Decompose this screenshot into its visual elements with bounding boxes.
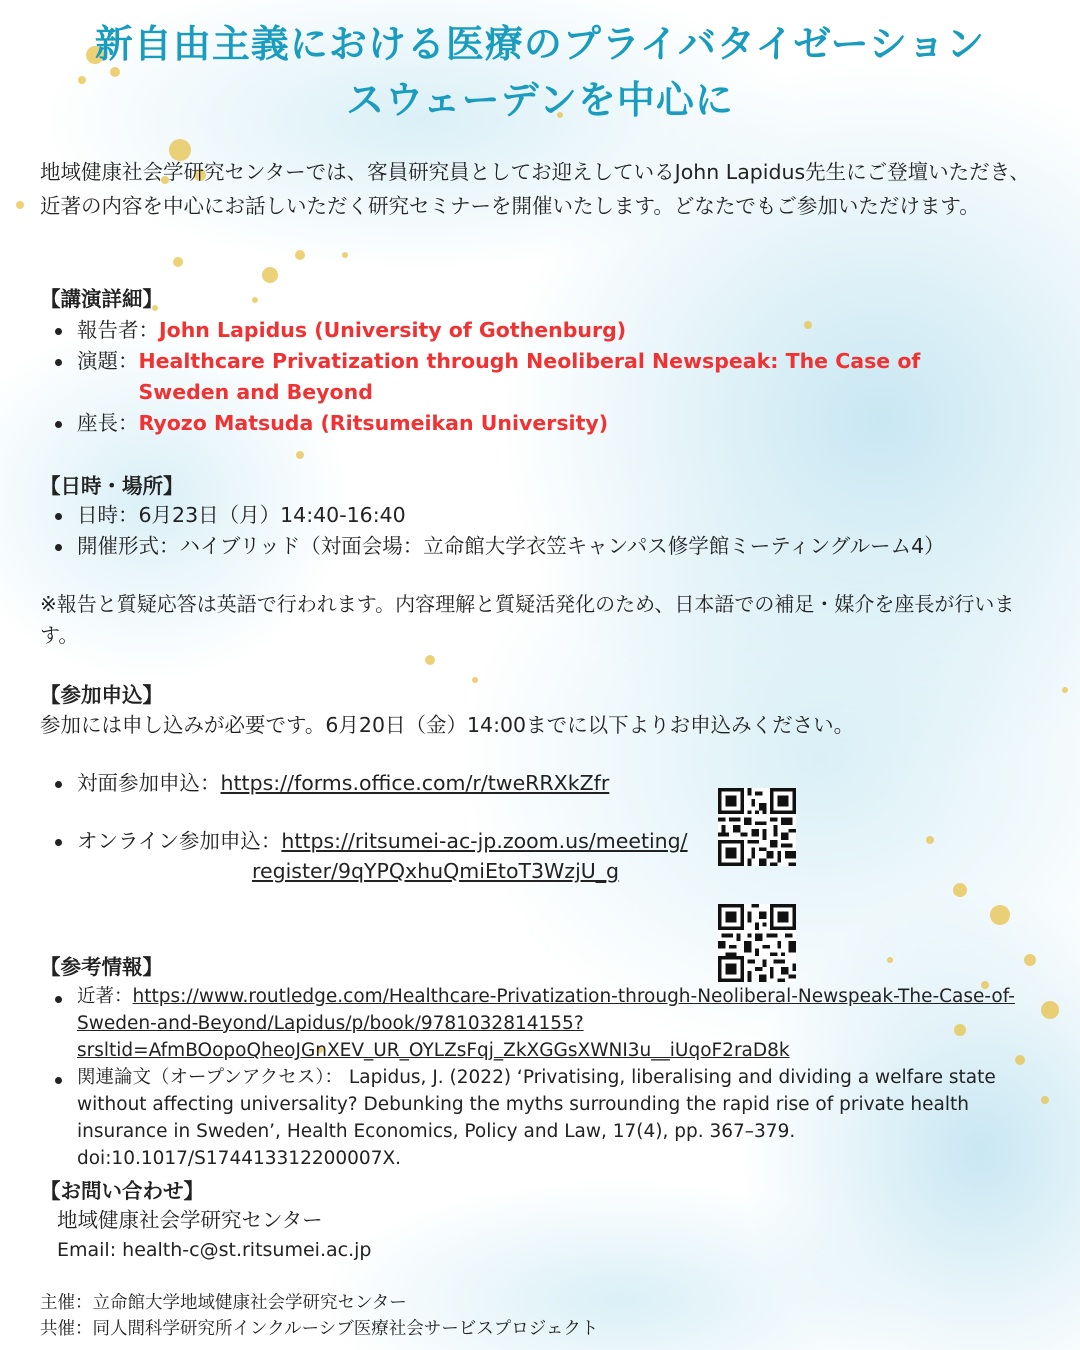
datetime-heading: 【日時・場所】 bbox=[40, 474, 184, 498]
book-label: 近著： bbox=[77, 986, 133, 1007]
intro-text: 地域健康社会学研究センターでは、客員研究員としてお迎えしているJohn Lapidus先生にご登壇いただき、近著の内容を中心にお話しいただく研究セミナーを開催いたします。どなたでもご参加いただけます。 bbox=[40, 160, 1030, 218]
speaker-name: John Lapidus (University of Gothenburg) bbox=[159, 318, 627, 342]
qr-code-icon[interactable] bbox=[718, 904, 796, 982]
book-link-line-2[interactable]: Sweden-and-Beyond/Lapidus/p/book/9781032814155? bbox=[77, 1013, 584, 1034]
paper-citation: Lapidus, J. (2022) ‘Privatising, liberalising and dividing a welfare state without affecting universality? Debunking the myths surrounding the rapid rise of private health insurance in Sweden’, Health Economics, Policy and Law, 17(4), pp. 367–379. doi:10.1017/S174413312200007X. bbox=[77, 1067, 996, 1169]
title-line-1: 新自由主義における医療のプライバタイゼーション bbox=[94, 22, 986, 66]
refs-heading: 【参考情報】 bbox=[40, 955, 163, 979]
book-link-line-1[interactable]: https://www.routledge.com/Healthcare-Privatization-through-Neoliberal-Newspeak-The-Case-of- bbox=[132, 986, 1015, 1007]
lecture-list bbox=[55, 315, 1015, 439]
speaker-label: 報告者： bbox=[77, 318, 159, 342]
list-item bbox=[55, 1064, 1040, 1172]
online-link-line-1[interactable]: https://ritsumei-ac-jp.zoom.us/meeting/ bbox=[281, 829, 688, 853]
title-line-2: スウェーデンを中心に bbox=[346, 78, 734, 122]
apply-list-online bbox=[55, 826, 755, 857]
chair-name: Ryozo Matsuda (Ritsumeikan University) bbox=[138, 411, 609, 435]
topic-label: 演題： bbox=[77, 349, 139, 373]
datetime-list bbox=[55, 500, 1035, 562]
chair-label: 座長： bbox=[77, 411, 139, 435]
language-notice: ※報告と質疑応答は英語で行われます。内容理解と質疑活発化のため、日本語での補足・媒介を座長が行います。 bbox=[40, 592, 1015, 647]
list-item bbox=[55, 408, 1015, 439]
list-item bbox=[55, 346, 1015, 408]
inperson-label: 対面参加申込： bbox=[77, 771, 221, 795]
paper-label: 関連論文（オープンアクセス）： bbox=[77, 1067, 344, 1088]
apply-description: 参加には申し込みが必要です。6月20日（金）14:00までに以下よりお申込みください。 bbox=[40, 713, 855, 737]
list-item bbox=[55, 983, 1040, 1064]
qr-code-icon[interactable] bbox=[718, 788, 796, 866]
list-item bbox=[55, 768, 755, 799]
topic-title: Healthcare Privatization through Neoliberal Newspeak: The Case of Sweden and Beyond bbox=[138, 349, 921, 404]
apply-heading: 【参加申込】 bbox=[40, 683, 163, 707]
refs-list bbox=[55, 983, 1040, 1172]
online-link-line-2[interactable]: register/9qYPQxhuQmiEtoT3WzjU_g bbox=[252, 859, 620, 883]
list-item bbox=[55, 315, 1015, 346]
online-label: オンライン参加申込： bbox=[77, 829, 282, 853]
apply-list bbox=[55, 768, 755, 799]
contact-email[interactable]: Email: health-c@st.ritsumei.ac.jp bbox=[57, 1239, 372, 1261]
list-item: 日時：6月23日（月）14:40-16:40 bbox=[55, 500, 1035, 531]
book-link-line-3[interactable]: srsltid=AfmBOopoQheoJGnXEV_UR_OYLZsFqj_ZkXGGsXWNI3u__iUqoF2raD8k bbox=[77, 1040, 790, 1061]
list-item bbox=[55, 826, 755, 857]
contact-org: 地域健康社会学研究センター bbox=[57, 1208, 323, 1232]
lecture-heading: 【講演詳細】 bbox=[40, 287, 163, 311]
co-host-organizer: 共催：同人間科学研究所インクルーシブ医療社会サービスプロジェクト bbox=[40, 1319, 599, 1339]
host-organizer: 主催：立命館大学地域健康社会学研究センター bbox=[40, 1293, 407, 1313]
list-item: 開催形式：ハイブリッド（対面会場：立命館大学衣笠キャンパス修学館ミーティングルーム4） bbox=[55, 531, 1035, 562]
contact-heading: 【お問い合わせ】 bbox=[40, 1179, 204, 1203]
inperson-link[interactable]: https://forms.office.com/r/tweRRXkZfr bbox=[220, 771, 610, 795]
